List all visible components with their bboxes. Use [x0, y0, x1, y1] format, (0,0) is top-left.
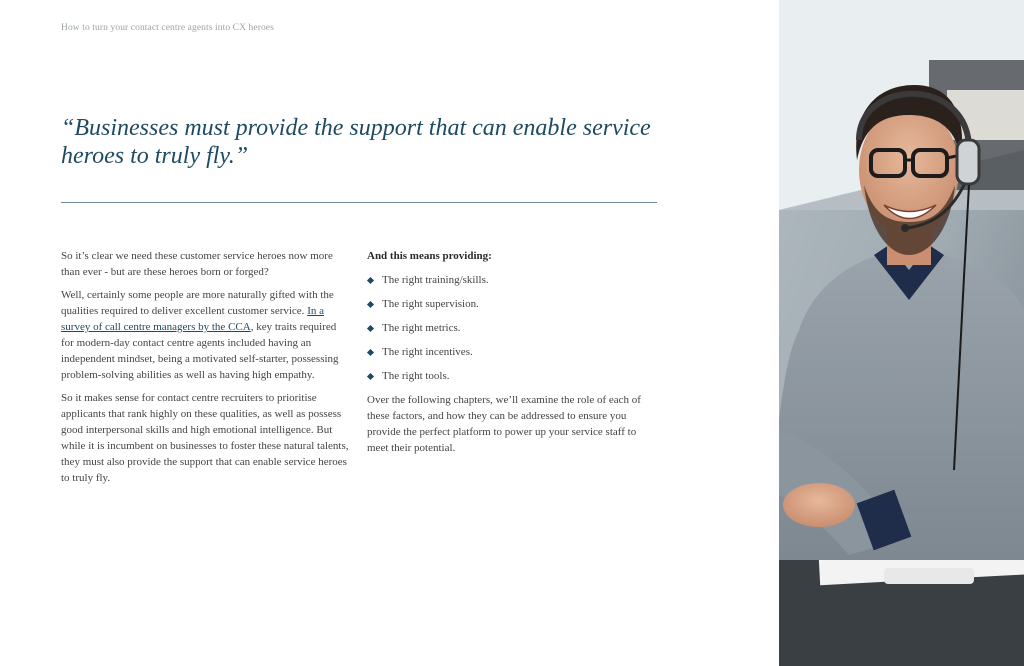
right-column — [367, 248, 657, 463]
agent-photo — [779, 0, 1024, 666]
list-item-text: The right supervision. — [382, 298, 479, 310]
cca-survey-link[interactable]: In a survey of call centre managers by the CCA — [61, 305, 324, 333]
pull-quote: “Businesses must provide the support that can enable service heroes to truly fly.” — [61, 115, 651, 169]
diamond-bullet-icon — [367, 277, 374, 284]
provisions-list — [367, 272, 657, 384]
list-item — [367, 296, 657, 312]
list-lead: And this means providing: — [367, 250, 492, 262]
paragraph-recruiters: So it makes sense for contact centre recruiters to prioritise applicants that rank highly on these qualities, as well as possess good interpersonal skills and high emotional intelligence. But while it is incumbent on businesses to foster these natural talents, they must also provide the support that can enable service heroes to truly fly. — [61, 392, 349, 484]
list-item-text: The right training/skills. — [382, 274, 489, 286]
paragraph-qualities — [61, 287, 351, 383]
diamond-bullet-icon — [367, 301, 374, 308]
paragraph-qualities-start: Well, certainly some people are more naturally gifted with the qualities required to deliver excellent customer service. — [61, 289, 334, 317]
list-item-text: The right tools. — [382, 370, 450, 382]
diamond-bullet-icon — [367, 325, 374, 332]
list-item — [367, 344, 657, 360]
divider-rule — [61, 202, 657, 203]
list-item-text: The right incentives. — [382, 346, 473, 358]
running-header: How to turn your contact centre agents into CX heroes — [61, 23, 274, 33]
list-item — [367, 272, 657, 288]
paragraph-closing: Over the following chapters, we’ll examine the role of each of these factors, and how they can be addressed to ensure you provide the perfect platform to power up your service staff to meet their potential. — [367, 394, 641, 454]
list-item — [367, 320, 657, 336]
list-item — [367, 368, 657, 384]
diamond-bullet-icon — [367, 373, 374, 380]
smiling-agent-with-headset-image — [779, 0, 1024, 666]
left-column — [61, 248, 351, 493]
paragraph-qualities-end: , key traits required for modern-day contact centre agents included having an independent mindset, being a motivated self-starter, possessing problem-solving abilities as well as having high empathy. — [61, 321, 339, 381]
diamond-bullet-icon — [367, 349, 374, 356]
list-item-text: The right metrics. — [382, 322, 461, 334]
paragraph-intro: So it’s clear we need these customer service heroes now more than ever - but are these heroes born or forged? — [61, 250, 333, 278]
